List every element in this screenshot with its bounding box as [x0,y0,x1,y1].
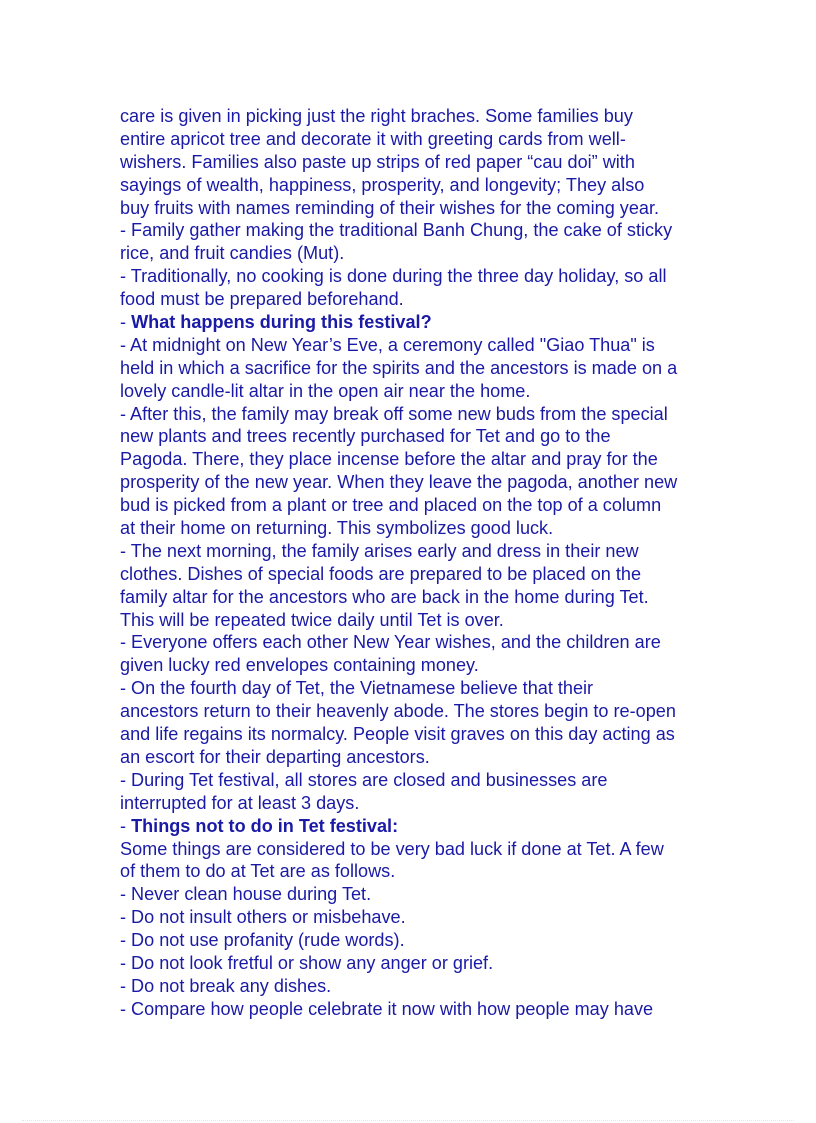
text-line: - Traditionally, no cooking is done during the three day holiday, so all [120,266,667,287]
text-line: of them to do at Tet are as follows. [120,861,396,882]
text-line: - After this, the family may break off some new buds from the special [120,403,668,424]
text-line: wishers. Families also paste up strips of red paper “cau doi” with [120,151,635,172]
text-line: - Do not break any dishes. [120,975,332,996]
text-line: - The next morning, the family arises early and dress in their new [120,540,639,561]
document-body [120,105,720,1021]
text-line: entire apricot tree and decorate it with greeting cards from well- [120,128,626,149]
text-line: family altar for the ancestors who are back in the home during Tet. [120,586,649,607]
text-line: and life regains its normalcy. People visit graves on this day acting as [120,724,675,745]
section-heading [120,815,720,838]
heading-dash: - [120,815,132,836]
text-line: - Compare how people celebrate it now with how people may have [120,998,654,1019]
text-line: given lucky red envelopes containing money. [120,655,479,676]
text-line: - On the fourth day of Tet, the Vietnamese believe that their [120,678,594,699]
text-line: - During Tet festival, all stores are closed and businesses are [120,769,608,790]
text-line: buy fruits with names reminding of their wishes for the coming year. [120,197,660,218]
text-line: new plants and trees recently purchased for Tet and go to the [120,426,611,447]
text-line: - Do not use profanity (rude words). [120,930,405,951]
heading-text: What happens during this festival? [131,312,432,333]
text-line: an escort for their departing ancestors. [120,746,430,767]
text-line: sayings of wealth, happiness, prosperity, and longevity; They also [120,174,645,195]
text-line: Some things are considered to be very bad luck if done at Tet. A few [120,838,664,859]
text-line: food must be prepared beforehand. [120,289,404,310]
text-line: care is given in picking just the right braches. Some families buy [120,106,633,126]
text-line: clothes. Dishes of special foods are prepared to be placed on the [120,563,642,584]
text-line: - Family gather making the traditional Banh Chung, the cake of sticky [120,220,673,241]
text-line: held in which a sacrifice for the spirits and the ancestors is made on a [120,357,678,378]
text-line: - Everyone offers each other New Year wishes, and the children are [120,632,661,653]
text-line: at their home on returning. This symbolizes good luck. [120,518,554,539]
text-line: - Never clean house during Tet. [120,884,372,905]
text-line: - Do not look fretful or show any anger or grief. [120,952,494,973]
text-line: - At midnight on New Year’s Eve, a ceremony called "Giao Thua" is [120,334,655,355]
text-line: bud is picked from a plant or tree and placed on the top of a column [120,495,662,516]
text-line: - Do not insult others or misbehave. [120,907,406,928]
text-line: Pagoda. There, they place incense before the altar and pray for the [120,449,658,470]
text-line: This will be repeated twice daily until Tet is over. [120,609,504,630]
heading-text: Things not to do in Tet festival: [131,815,399,836]
heading-dash: - [120,312,132,333]
text-line: rice, and fruit candies (Mut). [120,243,345,264]
text-line: prosperity of the new year. When they leave the pagoda, another new [120,472,678,493]
section-heading [120,311,720,334]
text-line: lovely candle-lit altar in the open air near the home. [120,380,531,401]
text-line: ancestors return to their heavenly abode. The stores begin to re-open [120,701,676,722]
text-line: interrupted for at least 3 days. [120,792,360,813]
page-bottom-divider [22,1120,794,1121]
